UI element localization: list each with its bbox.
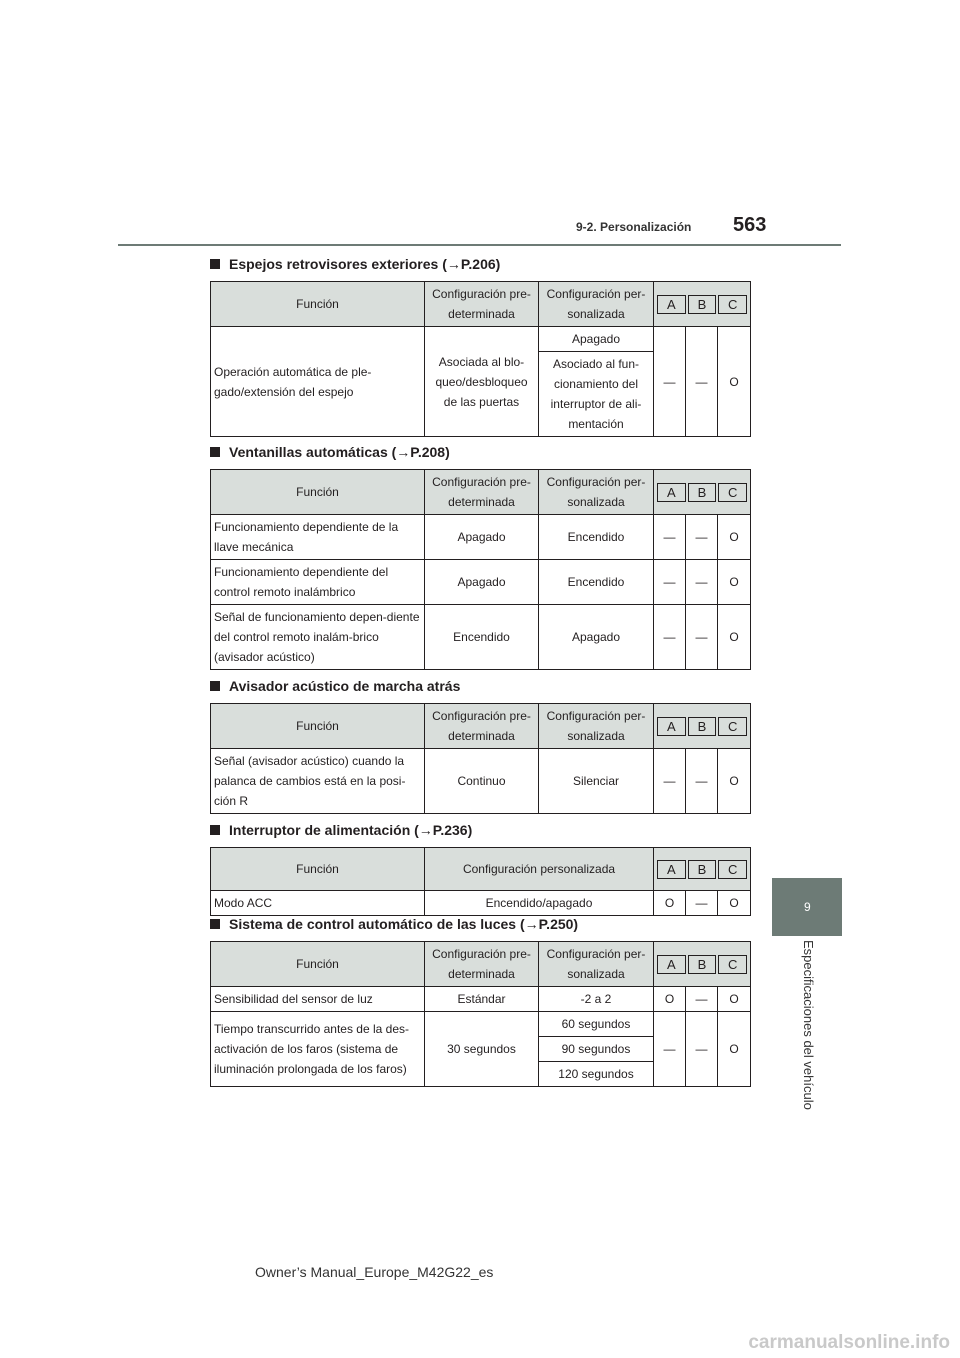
cell-funcion: Señal de funcionamiento depen-diente del control remoto inalám-brico (avisador acústico): [211, 605, 425, 670]
header-abc: [654, 470, 751, 515]
label-a: A: [657, 955, 686, 974]
table-row: [211, 749, 751, 814]
cell-predeterminada: Estándar: [425, 987, 539, 1012]
cell-b: —: [686, 560, 718, 605]
cell-personalizada: Encendido/apagado: [425, 891, 654, 916]
section-heading-interruptor: [210, 822, 472, 838]
header-predeterminada: Configuración pre-determinada: [425, 704, 539, 749]
table-avisador: [210, 703, 751, 814]
header-personalizada: Configuración per-sonalizada: [539, 282, 654, 327]
cell-funcion: Operación automática de ple-gado/extensión del espejo: [211, 327, 425, 437]
table-luces: [210, 941, 751, 1087]
section-heading-ventanillas: [210, 444, 450, 460]
chapter-tab[interactable]: [772, 878, 842, 936]
header-funcion: Función: [211, 470, 425, 515]
cell-c: O: [718, 515, 751, 560]
header-personalizada: Configuración personalizada: [425, 848, 654, 891]
table-interruptor: [210, 847, 751, 916]
cell-predeterminada: Apagado: [425, 515, 539, 560]
cell-a: —: [654, 327, 686, 437]
cell-a: —: [654, 1012, 686, 1087]
page-number: 563: [733, 214, 767, 236]
label-c: C: [718, 717, 747, 736]
table-espejos: [210, 281, 751, 437]
header-predeterminada: Configuración pre-determinada: [425, 470, 539, 515]
header-personalizada: Configuración per-sonalizada: [539, 704, 654, 749]
cell-personalizada: 90 segundos: [539, 1037, 654, 1062]
header-predeterminada: Configuración pre-determinada: [425, 282, 539, 327]
cell-a: O: [654, 891, 686, 916]
label-c: C: [718, 860, 747, 879]
cell-b: —: [686, 891, 718, 916]
header-abc: [654, 704, 751, 749]
label-a: A: [657, 860, 686, 879]
label-b: B: [688, 955, 717, 974]
cell-funcion: Funcionamiento dependiente de la llave mecánica: [211, 515, 425, 560]
table-row: [211, 560, 751, 605]
table-row: [211, 605, 751, 670]
bullet-square-icon: [210, 259, 220, 269]
table-ventanillas: [210, 469, 751, 670]
label-a: A: [657, 483, 686, 502]
cell-b: —: [686, 749, 718, 814]
chapter-title-text: Especificaciones del vehículo: [801, 940, 816, 1110]
cell-a: —: [654, 515, 686, 560]
bullet-square-icon: [210, 681, 220, 691]
label-b: B: [688, 483, 717, 502]
watermark: carmanualsonline.info: [748, 1332, 950, 1353]
header-abc: [654, 848, 751, 891]
section-heading-text: Sistema de control automático de las luces (→P.250): [229, 916, 579, 932]
table-row: [211, 515, 751, 560]
label-b: B: [688, 860, 717, 879]
header-rule: [118, 244, 841, 246]
cell-c: O: [718, 749, 751, 814]
section-heading-luces: [210, 916, 578, 932]
section-title: 9-2. Personalización: [576, 220, 692, 234]
cell-personalizada: Apagado: [539, 327, 654, 352]
cell-c: O: [718, 1012, 751, 1087]
cell-a: —: [654, 749, 686, 814]
label-a: A: [657, 295, 686, 314]
label-c: C: [718, 955, 747, 974]
cell-predeterminada: Continuo: [425, 749, 539, 814]
cell-personalizada: Encendido: [539, 515, 654, 560]
cell-c: O: [718, 560, 751, 605]
bullet-square-icon: [210, 447, 220, 457]
header-funcion: Función: [211, 704, 425, 749]
section-heading-text: Espejos retrovisores exteriores (→P.206): [229, 256, 501, 272]
cell-a: O: [654, 987, 686, 1012]
cell-c: O: [718, 605, 751, 670]
header-abc: [654, 942, 751, 987]
cell-b: —: [686, 605, 718, 670]
bullet-square-icon: [210, 825, 220, 835]
cell-personalizada: Encendido: [539, 560, 654, 605]
cell-funcion: Señal (avisador acústico) cuando la palanca de cambios está en la posi-ción R: [211, 749, 425, 814]
chapter-number: 9: [804, 900, 811, 914]
cell-predeterminada: Encendido: [425, 605, 539, 670]
cell-b: —: [686, 327, 718, 437]
header-funcion: Función: [211, 848, 425, 891]
cell-a: —: [654, 605, 686, 670]
section-heading-text: Interruptor de alimentación (→P.236): [229, 822, 473, 838]
cell-personalizada: -2 a 2: [539, 987, 654, 1012]
cell-predeterminada: Asociada al blo-queo/desbloqueo de las puertas: [425, 327, 539, 437]
chapter-title: [800, 940, 820, 1130]
cell-predeterminada: 30 segundos: [425, 1012, 539, 1087]
table-row: [211, 327, 751, 352]
label-b: B: [688, 295, 717, 314]
cell-funcion: Tiempo transcurrido antes de la des-activación de los faros (sistema de iluminación prolongada de los faros): [211, 1012, 425, 1087]
cell-personalizada: Apagado: [539, 605, 654, 670]
cell-personalizada: 120 segundos: [539, 1062, 654, 1087]
label-b: B: [688, 717, 717, 736]
cell-predeterminada: Apagado: [425, 560, 539, 605]
table-row: [211, 987, 751, 1012]
cell-b: —: [686, 515, 718, 560]
cell-b: —: [686, 987, 718, 1012]
footer-manual-name: Owner’s Manual_Europe_M42G22_es: [255, 1264, 494, 1280]
cell-personalizada: 60 segundos: [539, 1012, 654, 1037]
cell-c: O: [718, 987, 751, 1012]
cell-funcion: Funcionamiento dependiente del control remoto inalámbrico: [211, 560, 425, 605]
header-funcion: Función: [211, 282, 425, 327]
cell-c: O: [718, 891, 751, 916]
header-abc: [654, 282, 751, 327]
table-row: [211, 1012, 751, 1037]
cell-a: —: [654, 560, 686, 605]
cell-funcion: Sensibilidad del sensor de luz: [211, 987, 425, 1012]
cell-personalizada: Asociado al fun-cionamiento del interruptor de ali-mentación: [539, 352, 654, 437]
header-predeterminada: Configuración pre-determinada: [425, 942, 539, 987]
header-funcion: Función: [211, 942, 425, 987]
cell-b: —: [686, 1012, 718, 1087]
section-heading-text: Ventanillas automáticas (→P.208): [229, 444, 450, 460]
label-c: C: [718, 295, 747, 314]
bullet-square-icon: [210, 919, 220, 929]
cell-funcion: Modo ACC: [211, 891, 425, 916]
header-personalizada: Configuración per-sonalizada: [539, 470, 654, 515]
label-a: A: [657, 717, 686, 736]
cell-personalizada: Silenciar: [539, 749, 654, 814]
table-row: [211, 891, 751, 916]
section-heading-text: Avisador acústico de marcha atrás: [229, 678, 461, 694]
header-personalizada: Configuración per-sonalizada: [539, 942, 654, 987]
section-heading-espejos: [210, 256, 500, 272]
label-c: C: [718, 483, 747, 502]
cell-c: O: [718, 327, 751, 437]
section-heading-avisador: [210, 678, 460, 694]
